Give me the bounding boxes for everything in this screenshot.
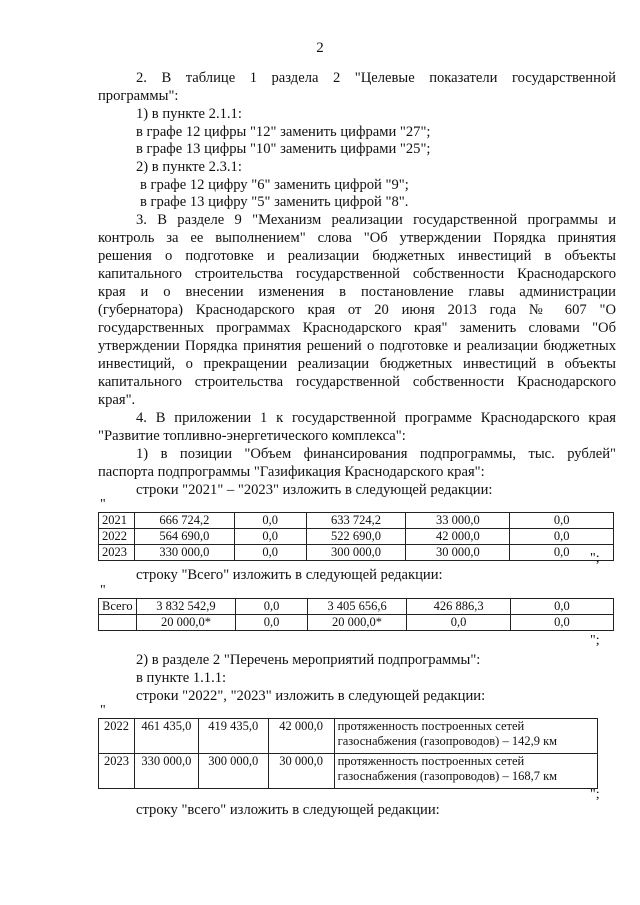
table-cell: протяженность построенных сетей газоснабжения (газопроводов) – 142,9 км bbox=[334, 719, 597, 754]
item2-line-3: 1) в пункте 2.1.1: bbox=[136, 106, 242, 122]
quote-open-1: " bbox=[100, 497, 106, 512]
table-cell: 0,0 bbox=[510, 513, 614, 529]
table-cell: 0,0 bbox=[234, 513, 306, 529]
quote-close-1: "; bbox=[590, 551, 600, 566]
item3-line-4: капитального строительства государственной собственности Краснодарского bbox=[98, 266, 616, 282]
table-cell: 0,0 bbox=[407, 615, 510, 631]
item4-line-4: паспорта подпрограммы "Газификация Краснодарского края": bbox=[98, 464, 485, 480]
table-cell: 0,0 bbox=[234, 529, 306, 545]
item2-line-4: в графе 12 цифры "12" заменить цифрами "27"; bbox=[136, 124, 431, 140]
table-cell: 30 000,0 bbox=[406, 545, 510, 561]
item3-line-7: государственных программах Краснодарского края" заменить словами "Об bbox=[98, 320, 616, 336]
table-row bbox=[99, 754, 598, 789]
item3-line-2: контроль за ее выполнением" слова "Об утверждении Порядка принятия bbox=[98, 230, 616, 246]
table-row bbox=[99, 599, 614, 615]
table-row bbox=[99, 513, 614, 529]
section2-line-1: 2) в разделе 2 "Перечень мероприятий подпрограммы": bbox=[136, 652, 481, 668]
table-financing-total bbox=[98, 598, 614, 631]
item2-line-7: в графе 12 цифру "6" заменить цифрой "9"; bbox=[140, 177, 409, 193]
item3-line-1: 3. В разделе 9 "Механизм реализации государственной программы и bbox=[136, 212, 616, 228]
table-cell: 3 832 542,9 bbox=[136, 599, 236, 615]
table-cell: 3 405 656,6 bbox=[307, 599, 407, 615]
table-cell: 300 000,0 bbox=[198, 754, 268, 789]
table-cell: 33 000,0 bbox=[406, 513, 510, 529]
item3-line-10: капитального строительства государственной собственности Краснодарского bbox=[98, 374, 616, 390]
item3-line-8: утверждении Порядка принятия решений о подготовке и реализации бюджетных bbox=[98, 338, 616, 354]
table-financing-years bbox=[98, 512, 614, 561]
section2-line-3: строки "2022", "2023" изложить в следующей редакции: bbox=[136, 688, 486, 704]
table-cell: 300 000,0 bbox=[306, 545, 406, 561]
table-cell: 461 435,0 bbox=[134, 719, 198, 754]
table-cell: 633 724,2 bbox=[306, 513, 406, 529]
item3-line-3: решения о подготовке и реализации бюджетных инвестиций в объекты bbox=[98, 248, 616, 264]
table-cell: 30 000,0 bbox=[268, 754, 334, 789]
item2-line-2: программы": bbox=[98, 88, 179, 104]
table-cell: 0,0 bbox=[510, 599, 613, 615]
item2-line-8: в графе 13 цифру "5" заменить цифрой "8". bbox=[140, 194, 409, 210]
table-cell: 20 000,0* bbox=[307, 615, 407, 631]
item3-line-6: (губернатора) Краснодарского края от 20 июня 2013 года № 607 "О bbox=[98, 302, 616, 318]
page-number: 2 bbox=[316, 40, 324, 56]
table-cell: 2022 bbox=[99, 529, 135, 545]
table-cell: 564 690,0 bbox=[134, 529, 234, 545]
item4-line-3: 1) в позиции "Объем финансирования подпрограммы, тыс. рублей" bbox=[136, 446, 616, 462]
table-cell: 0,0 bbox=[236, 599, 307, 615]
quote-open-2: " bbox=[100, 583, 106, 598]
item4-line-5: строки "2021" – "2023" изложить в следующей редакции: bbox=[136, 482, 493, 498]
item2-line-5: в графе 13 цифры "10" заменить цифрами "25"; bbox=[136, 141, 431, 157]
item3-line-9: инвестиций, о прекращении реализации бюджетных инвестиций в объекты bbox=[98, 356, 616, 372]
line-total: строку "Всего" изложить в следующей редакции: bbox=[136, 567, 443, 583]
item4-line-1: 4. В приложении 1 к государственной программе Краснодарского края bbox=[136, 410, 616, 426]
table-row bbox=[99, 529, 614, 545]
table-cell: протяженность построенных сетей газоснабжения (газопроводов) – 168,7 км bbox=[334, 754, 597, 789]
table-cell: 2021 bbox=[99, 513, 135, 529]
table-cell: 426 886,3 bbox=[407, 599, 510, 615]
table-cell: 330 000,0 bbox=[134, 545, 234, 561]
table-cell: 2023 bbox=[99, 754, 135, 789]
table-cell: 2022 bbox=[99, 719, 135, 754]
table-measures bbox=[98, 718, 598, 789]
table-cell: 0,0 bbox=[510, 615, 613, 631]
table-cell: 20 000,0* bbox=[136, 615, 236, 631]
quote-close-2: "; bbox=[590, 633, 600, 648]
table-cell: 0,0 bbox=[510, 545, 614, 561]
table-cell: 419 435,0 bbox=[198, 719, 268, 754]
item2-line-6: 2) в пункте 2.3.1: bbox=[136, 159, 242, 175]
item4-line-2: "Развитие топливно-энергетического комплекса": bbox=[98, 428, 406, 444]
item3-line-11: края". bbox=[98, 392, 136, 408]
table-cell: 522 690,0 bbox=[306, 529, 406, 545]
section2-line-2: в пункте 1.1.1: bbox=[136, 670, 227, 686]
quote-close-3: "; bbox=[590, 787, 600, 802]
quote-open-3: " bbox=[100, 703, 106, 718]
table-row bbox=[99, 719, 598, 754]
table-cell: 2023 bbox=[99, 545, 135, 561]
item3-line-5: края и о внесении изменения в постановление главы администрации bbox=[98, 284, 616, 300]
table-cell bbox=[99, 615, 137, 631]
table-cell: Всего bbox=[99, 599, 137, 615]
table-cell: 0,0 bbox=[234, 545, 306, 561]
line-total-small: строку "всего" изложить в следующей редакции: bbox=[136, 802, 440, 818]
table-cell: 0,0 bbox=[510, 529, 614, 545]
table-cell: 42 000,0 bbox=[406, 529, 510, 545]
item2-line-1: 2. В таблице 1 раздела 2 "Целевые показатели государственной bbox=[136, 70, 616, 86]
table-cell: 330 000,0 bbox=[134, 754, 198, 789]
table-row bbox=[99, 545, 614, 561]
table-cell: 666 724,2 bbox=[134, 513, 234, 529]
table-row bbox=[99, 615, 614, 631]
table-cell: 42 000,0 bbox=[268, 719, 334, 754]
table-cell: 0,0 bbox=[236, 615, 307, 631]
